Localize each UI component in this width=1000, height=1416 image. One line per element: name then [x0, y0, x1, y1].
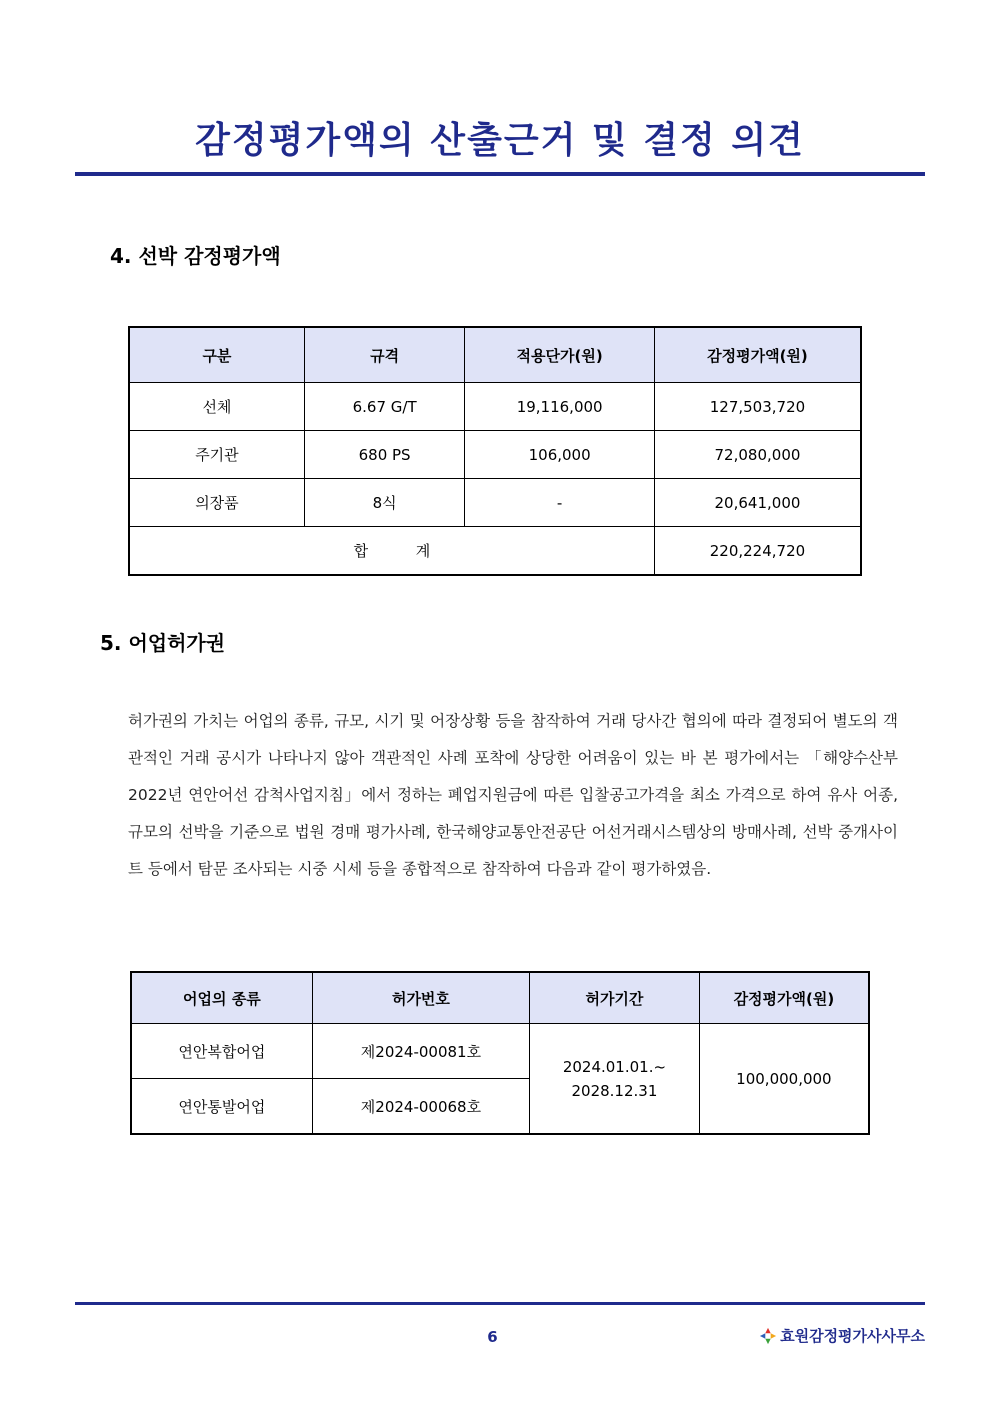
- page-number: 6: [487, 1328, 498, 1346]
- company-logo-icon: [759, 1327, 777, 1345]
- cell-spec: 680 PS: [304, 431, 464, 479]
- fishing-license-table: [130, 971, 870, 1135]
- cell-appraisal-value: 100,000,000: [699, 1024, 869, 1135]
- cell-license-number: 제2024-00068호: [312, 1079, 529, 1135]
- cell-spec: 6.67 G/T: [304, 383, 464, 431]
- cell-category: 주기관: [129, 431, 304, 479]
- cell-spec: 8식: [304, 479, 464, 527]
- table-header-row: [129, 327, 861, 383]
- table-row: [129, 479, 861, 527]
- header-appraisal-value: 감정평가액(원): [699, 972, 869, 1024]
- header-category: 구분: [129, 327, 304, 383]
- company-name: 효원감정평가사사무소: [780, 1327, 925, 1345]
- cell-unit-price: -: [465, 479, 655, 527]
- page-title: 감정평가액의 산출근거 및 결정 의견: [195, 120, 805, 161]
- table-row: [131, 1024, 869, 1079]
- cell-appraisal-value: 20,641,000: [654, 479, 861, 527]
- cell-category: 선체: [129, 383, 304, 431]
- total-value: 220,224,720: [654, 527, 861, 576]
- license-description-paragraph: 허가권의 가치는 어업의 종류, 규모, 시기 및 어장상황 등을 참작하여 거래 당사간 협의에 따라 결정되어 별도의 객관적인 거래 공시가 나타나지 않아 객관적인 사례 포착에 상당한 어려움이 있는 바 본 평가에서는 「해양수산부 2022년 연안어선 감척사업지침」에서 정하는 폐업지원금에 따른 입찰공고가격을 최소 가격으로 하여 유사 어종, 규모의 선박을 기준으로 법원 경매 평가사례, 한국해양교통안전공단 어선거래시스템상의 방매사례, 선박 중개사이트 등에서 탐문 조사되는 시중 시세 등을 종합적으로 참작하여 다음과 같이 평가하였음.: [128, 712, 898, 878]
- total-row: [129, 527, 861, 576]
- company-footer: [759, 1325, 925, 1346]
- cell-unit-price: 106,000: [465, 431, 655, 479]
- section-4-heading: 4. 선박 감정평가액: [110, 244, 281, 268]
- section-5-heading: 5. 어업허가권: [100, 631, 226, 655]
- table-row: [129, 383, 861, 431]
- cell-appraisal-value: 72,080,000: [654, 431, 861, 479]
- cell-unit-price: 19,116,000: [465, 383, 655, 431]
- header-spec: 규격: [304, 327, 464, 383]
- total-label: 합 계: [129, 527, 654, 576]
- ship-appraisal-table: [128, 326, 862, 576]
- header-appraisal-value: 감정평가액(원): [654, 327, 861, 383]
- header-license-number: 허가번호: [312, 972, 529, 1024]
- header-unit-price: 적용단가(원): [465, 327, 655, 383]
- cell-category: 의장품: [129, 479, 304, 527]
- header-license-period: 허가기간: [530, 972, 700, 1024]
- footer-rule: [75, 1302, 925, 1305]
- table-row: [129, 431, 861, 479]
- cell-appraisal-value: 127,503,720: [654, 383, 861, 431]
- cell-license-number: 제2024-00081호: [312, 1024, 529, 1079]
- cell-fishery-type: 연안통발어업: [131, 1079, 312, 1135]
- cell-fishery-type: 연안복합어업: [131, 1024, 312, 1079]
- title-rule: [75, 172, 925, 176]
- cell-license-period: 2024.01.01.~ 2028.12.31: [530, 1024, 700, 1135]
- header-fishery-type: 어업의 종류: [131, 972, 312, 1024]
- table-header-row: [131, 972, 869, 1024]
